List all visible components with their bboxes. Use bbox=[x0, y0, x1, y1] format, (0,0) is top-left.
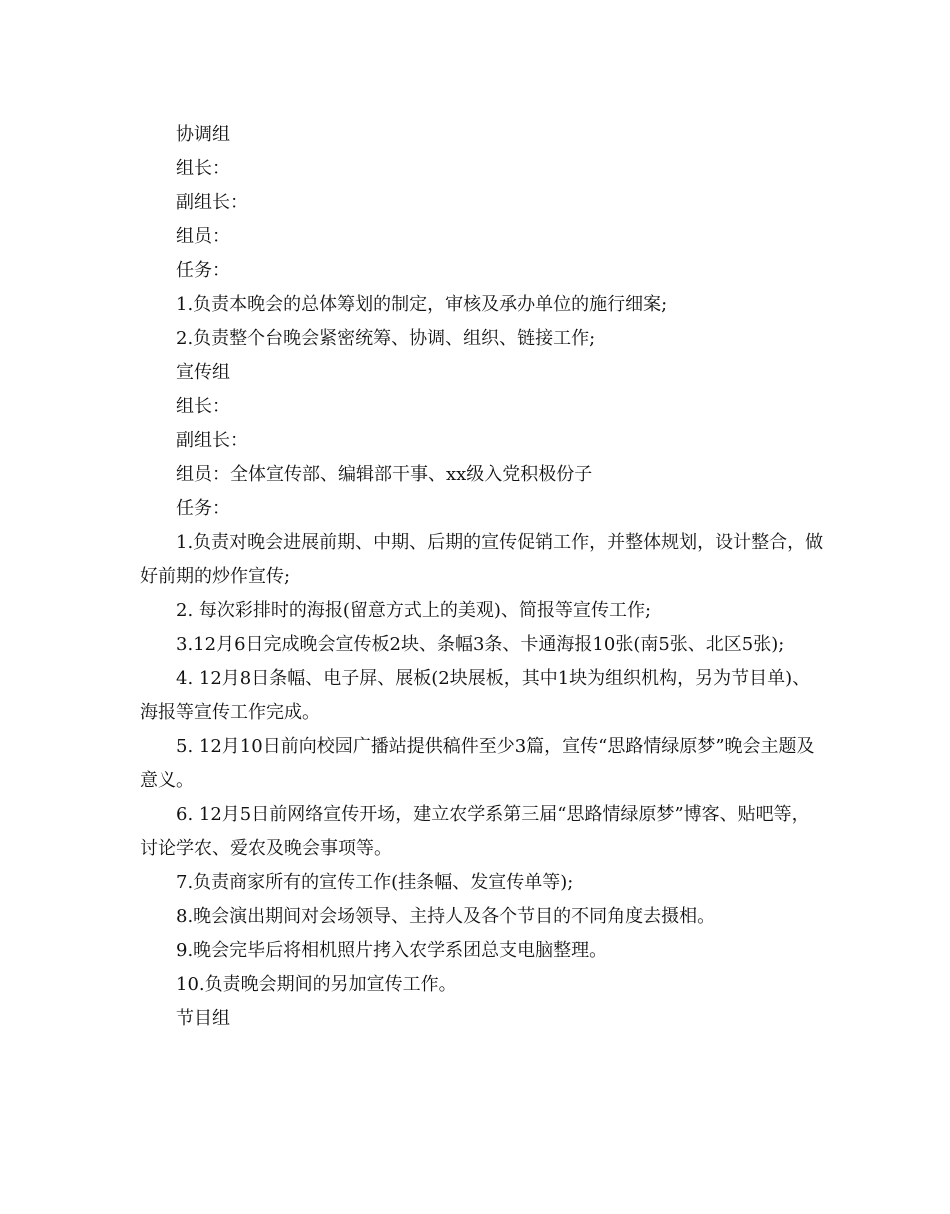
publicity-leader-line: 组长： bbox=[176, 396, 230, 417]
publicity-task-item: 4. 12月8日条幅、电子屏、展板(2块展板，其中1块为组织机构，另为节目单)、海报等宣传工作完成。 bbox=[140, 668, 811, 723]
publicity-task-item: 2. 每次彩排时的海报(留意方式上的美观)、简报等宣传工作; bbox=[176, 600, 652, 621]
coordination-tasks-label: 任务： bbox=[176, 260, 230, 281]
section-heading-coordination: 协调组 bbox=[176, 124, 230, 145]
coordination-task-item: 2.负责整个台晚会紧密统筹、协调、组织、链接工作; bbox=[176, 328, 596, 349]
publicity-task-item: 6. 12月5日前网络宣传开场，建立农学系第三届“思路情绿原梦”博客、贴吧等，讨论学农、爱农及晚会事项等。 bbox=[140, 804, 810, 859]
document-body bbox=[140, 118, 826, 1036]
publicity-task-item: 9.晚会完毕后将相机照片拷入农学系团总支电脑整理。 bbox=[176, 940, 608, 961]
publicity-task-item: 3.12月6日完成晚会宣传板2块、条幅3条、卡通海报10张(南5张、北区5张); bbox=[176, 634, 785, 655]
publicity-members-line: 组员：全体宣传部、编辑部干事、xx级入党积极份子 bbox=[176, 464, 593, 485]
publicity-task-item: 1.负责对晚会进展前期、中期、后期的宣传促销工作，并整体规划，设计整合，做好前期的炒作宣传; bbox=[140, 532, 824, 587]
publicity-task-item: 5. 12月10日前向校园广播站提供稿件至少3篇，宣传“思路情绿原梦”晚会主题及意义。 bbox=[140, 736, 815, 791]
coordination-deputy-line: 副组长： bbox=[176, 192, 248, 213]
publicity-task-item: 8.晚会演出期间对会场领导、主持人及各个节目的不同角度去摄相。 bbox=[176, 906, 716, 927]
section-heading-program: 节目组 bbox=[176, 1008, 230, 1029]
coordination-task-item: 1.负责本晚会的总体筹划的制定，审核及承办单位的施行细案; bbox=[176, 294, 668, 315]
publicity-tasks-label: 任务： bbox=[176, 498, 230, 519]
coordination-members-line: 组员： bbox=[176, 226, 230, 247]
section-heading-publicity: 宣传组 bbox=[176, 362, 230, 383]
publicity-deputy-line: 副组长： bbox=[176, 430, 248, 451]
publicity-task-item: 7.负责商家所有的宣传工作(挂条幅、发宣传单等); bbox=[176, 872, 574, 893]
publicity-task-item: 10.负责晚会期间的另加宣传工作。 bbox=[176, 974, 457, 995]
coordination-leader-line: 组长： bbox=[176, 158, 230, 179]
